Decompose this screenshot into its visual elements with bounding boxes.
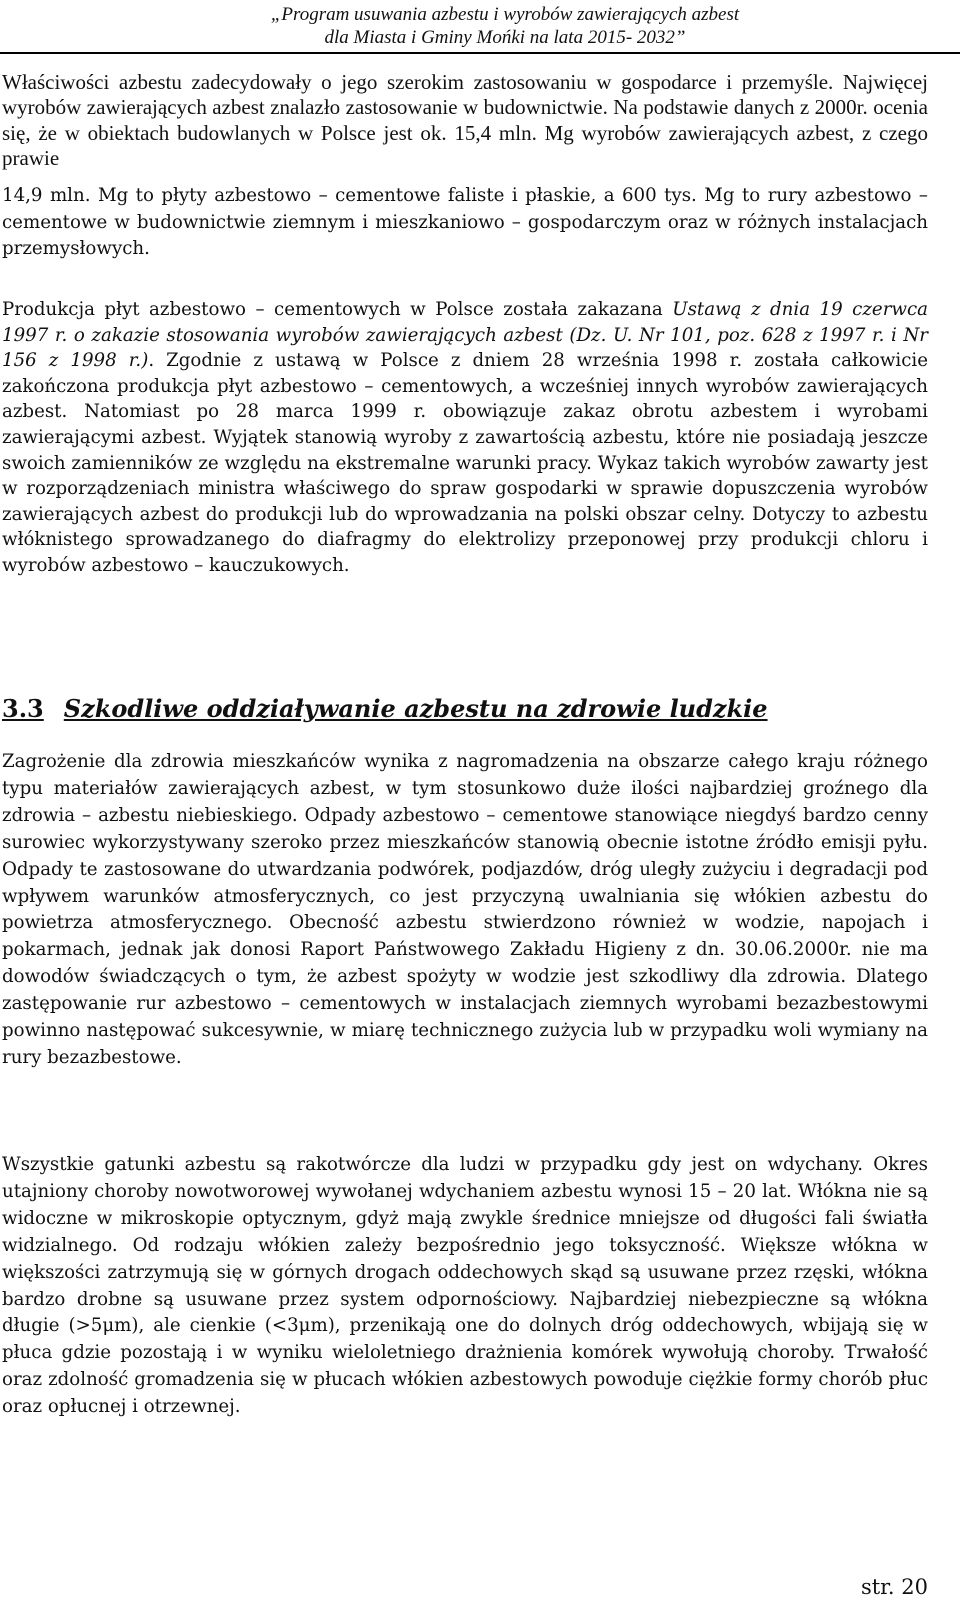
- header-rule: [0, 52, 960, 54]
- health-paragraph-2: Wszystkie gatunki azbestu są rakotwórcze dla ludzi w przypadku gdy jest on wdychany. Okres utajniony choroby nowotworowej wywołanej wdychaniem azbestu wynosi 15 – 20 lat. Włókna nie są widoczne w mikroskopie optycznym, gdyż mają zwykle średnice mniejsze od długości fali światła widzialnego. Od rodzaju włókien zależy bezpośrednio jego toksyczność. Większe włókna w większości zatrzymują się w górnych drogach oddechowych skąd są usuwane przez rzęski, włókna bardzo drobne są usuwane przez system odpornościowy. Najbardziej niebezpieczne są włókna długie (>5μm), ale cienkie (<3μm), przenikają one do dolnych dróg oddechowych, wbijają się w płuca gdzie pozostają i w wyniku wieloletniego drażnienia komórek wywołują choroby. Trwałość oraz zdolność gromadzenia się w płucach włókien azbestowych powoduje ciężkie formy chorób płuc oraz opłucnej i otrzewnej.: [2, 1154, 928, 1418]
- page-header: [0, 0, 960, 50]
- production-text-2: . Zgodnie z ustawą w Polsce z dniem 28 września 1998 r. została całkowicie zakończona produkcja płyt azbestowo – cementowych, a wcześniej innych wyrobów zawierających azbest. Natomiast po 28 marca 1999 r. obowiązuje zakaz obrotu azbestem i wyrobami zawierającymi azbest. Wyjątek stanowią wyroby z zawartością azbestu, które nie posiadają jeszcze swoich zamienników ze względu na ekstremalne warunki pracy. Wykaz takich wyrobów zawarty jest w rozporządzeniach ministra właściwego do spraw gospodarki w sprawie dopuszczenia wyrobów zawierających azbest do produkcji lub do wprowadzania na polski obszar celny. Dotyczy to azbestu włóknistego sprowadzanego do diafragmy do elektrolizy przeponowej przy produkcji chloru i wyrobów azbestowo – kauczukowych.: [2, 350, 929, 576]
- production-text-1: Produkcja płyt azbestowo – cementowych w Polsce została zakazana: [2, 299, 673, 320]
- header-line-2: dla Miasta i Gminy Mońki na lata 2015- 2032”: [324, 27, 686, 48]
- intro-paragraph-part-a: Właściwości azbestu zadecydowały o jego szerokim zastosowaniu w gospodarce i przemyśle. Najwięcej wyrobów zawierających azbest znalazło zastosowanie w budownictwie. Na podstawie danych z 2000r. ocenia się, że w obiektach budowlanych w Polsce jest ok. 15,4 mln. Mg wyrobów zawierających azbest, z czego prawie: [2, 70, 928, 171]
- law-reference: Ustawą z dnia 19 czerwca 1997 r. o zakazie stosowania wyrobów zawierających azbest (Dz. U. Nr 101, poz. 628 z 1997 r. i Nr 156 z 1998 r.): [2, 299, 928, 372]
- section-title: Szkodliwe oddziaływanie azbestu na zdrowie ludzkie: [63, 694, 768, 723]
- page-number: str. 20: [860, 1575, 928, 1599]
- header-line-1: „Program usuwania azbestu i wyrobów zawierających azbest: [270, 4, 740, 25]
- intro-paragraph-part-b: 14,9 mln. Mg to płyty azbestowo – cementowe faliste i płaskie, a 600 tys. Mg to rury azbestowo – cementowe w budownictwie ziemnym i mieszkaniowo – gospodarczym oraz w różnych instalacjach przemysłowych.: [2, 185, 928, 260]
- section-heading: [2, 693, 768, 725]
- health-paragraph-1: Zagrożenie dla zdrowia mieszkańców wynika z nagromadzenia na obszarze całego kraju różnego typu materiałów zawierających azbest, w tym stosunkowo duże ilości najbardziej groźnego dla zdrowia – azbestu niebieskiego. Odpady azbestowo – cementowe stanowiące niegdyś bardzo cenny surowiec wykorzystywany szeroko przez mieszkańców stanowią obecnie istotne źródło emisji pyłu. Odpady te zastosowane do utwardzania podwórek, podjazdów, dróg uległy zużyciu i degradacji pod wpływem warunków atmosferycznych, co jest przyczyną uwalniania się włókien azbestu do powietrza atmosferycznego. Obecność azbestu stwierdzono również w wodzie, napojach i pokarmach, jednak jak donosi Raport Państwowego Zakładu Higieny z dn. 30.06.2000r. nie ma dowodów świadczących o tym, że azbest spożyty w wodzie jest szkodliwy dla zdrowia. Dlatego zastępowanie rur azbestowo – cementowych w instalacjach ziemnych wyrobami bezazbestowymi powinno następować sukcesywnie, w miarę technicznego zużycia lub w przypadku woli wymiany na rury bezazbestowe.: [2, 751, 928, 1068]
- section-number: 3.3: [2, 694, 44, 723]
- production-paragraph: [2, 297, 928, 579]
